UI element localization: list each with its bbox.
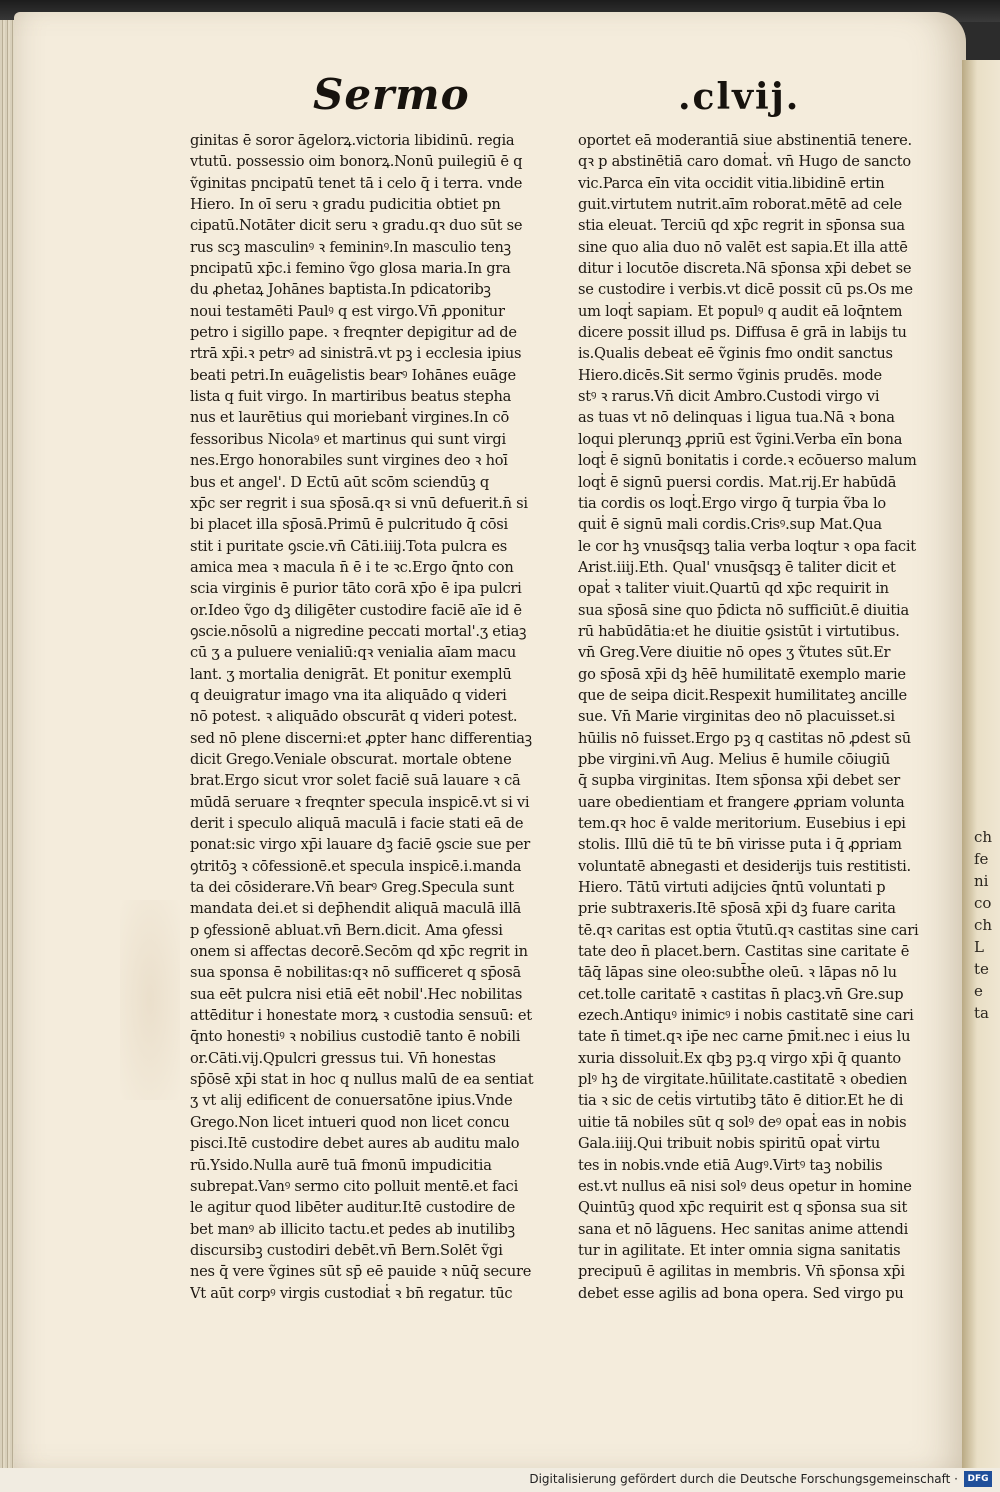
text-line: nō potest. ꝛ aliquādo obscurāt q videri potest. <box>190 708 518 726</box>
text-line: lista q fuit virgo. In martiribus beatus stepha <box>190 388 512 406</box>
text-line: tia cordis os loqṫ.Ergo virgo q̄ turpia ṽba lo <box>578 494 886 512</box>
text-line: rū.Ysido.Nulla aurē tuā fmonū impudicitia <box>190 1156 492 1174</box>
text-line: vtutū. possessio oim bonorꝝ.Nonū puilegiū ē q <box>190 153 523 171</box>
text-line: debet esse agilis ad bona opera. Sed virgo pu <box>578 1284 904 1302</box>
text-line: tia ꝛ sic de ceṫis virtutibꝫ tāto ē ditior.Et he di <box>578 1092 904 1110</box>
folio-number: .clvij. <box>678 76 801 118</box>
text-line: sue. Vn̄ Marie virginitas deo nō placuisset.si <box>578 708 895 726</box>
text-line: fessoribus Nicolaꝰ et martinus qui sunt virgi <box>190 430 506 448</box>
text-line: ꝯtritōꝫ ꝛ cōfessionē.et specula inspicē.i.manda <box>190 857 522 875</box>
text-line: le cor hꝫ vnusq̄sqꝫ talia verba loqtur ꝛ opa facit <box>578 537 916 555</box>
text-line: mūdā seruare ꝛ freqnter specula inspicē.vt si vi <box>190 793 530 811</box>
text-line: ginitas ē soror āgelorꝝ.victoria libidinū. regia <box>190 132 515 149</box>
text-line: rtrā xp̄i.ꝛ petrꝰ ad sinistrā.vt pꝫ i ecclesia ipius <box>190 345 522 363</box>
text-line: tē.qꝛ caritas est optia ṽtutū.qꝛ castitas sine cari <box>578 921 919 939</box>
text-line: cipatū.Notāter dicit seru ꝛ gradu.qꝛ duo sūt se <box>190 217 523 235</box>
text-line: se custodire i verbis.vt dicē possit cū ps.Os me <box>578 281 913 299</box>
text-line: tur in agilitate. Et inter omnia signa sanitatis <box>578 1241 901 1259</box>
text-line: attēditur i honestate morꝝ ꝛ custodia sensuū: et <box>190 1007 532 1025</box>
text-line: onem si affectas decorē.Secōm qd xp̄c regrit in <box>190 943 528 961</box>
text-line: bi placet illa sp̄osā.Primū ē pulcritudo q̄ cōsi <box>190 516 508 534</box>
text-line: mandata dei.et si dep̄hendit aliquā maculā illā <box>190 900 522 918</box>
text-line: nus et laurētius qui moriebanṫ virgines.In cō <box>190 409 509 427</box>
text-line: prie subtraxeris.Itē sp̄osā xp̄i dꝫ fuare carita <box>578 900 896 918</box>
text-line: rus scꝫ masculinꝰ ꝛ femininꝰ.In masculio tenꝫ <box>190 238 511 256</box>
text-line: nes.Ergo honorabiles sunt virgines deo ꝛ hoī <box>190 452 508 470</box>
text-line: opaṫ ꝛ taliter viuit.Quartū qd xp̄c requirit in <box>578 580 889 598</box>
text-line: vic.Parca eīn vita occidit vitia.libidinē ertin <box>578 174 885 192</box>
text-line: uare obedientiam et frangere ꝓpriam volunta <box>578 793 905 811</box>
text-line: le agitur quod libēter auditur.Itē custodire de <box>190 1199 515 1217</box>
text-line: derit i speculo aliquā maculā i facie stati eā de <box>190 815 524 832</box>
text-line: or.Cāti.vij.Qpulcri gressus tui. Vn̄ honestas <box>190 1049 496 1067</box>
text-line: oportet eā moderantiā siue abstinentiā tenere. <box>578 132 912 149</box>
text-line: bet manꝰ ab illicito tactu.et pedes ab inutilibꝫ <box>190 1220 515 1238</box>
text-line: stolis. Illū diē tū te bn̄ virisse puta i q̄ ꝓpriam <box>578 836 902 854</box>
text-line: p ꝯfessionē abluat.vn̄ Bern.dicit. Ama ꝯfessi <box>190 921 503 939</box>
text-line: Hiero. Tātū virtuti adijcies q̄ntū voluntati p <box>578 879 886 897</box>
text-line: cet.tolle caritatē ꝛ castitas n̄ placꝫ.vn̄ Gre.sup <box>578 985 904 1003</box>
text-line: sana et nō lāguens. Hec sanitas anime attendi <box>578 1220 909 1238</box>
text-column-left <box>190 130 550 1304</box>
next-page-fragment: e <box>974 982 983 1000</box>
text-line: amica mea ꝛ macula n̄ ē i te ꝛc.Ergo q̄nto con <box>190 558 514 576</box>
text-line: dicere possit illud ps. Diffusa ē grā in labijs tu <box>578 324 907 342</box>
text-column-right <box>578 130 928 1304</box>
next-page-fragment: ni <box>974 872 989 890</box>
text-line: qꝛ p abstinētiā caro domaṫ. vn̄ Hugo de sancto <box>578 153 911 171</box>
text-line: pisci.Itē custodire debet aures ab auditu malo <box>190 1135 520 1153</box>
text-line: loqṫ ē signū bonitatis i corde.ꝛ ecōuerso malum <box>578 452 917 470</box>
text-line: tate deo n̄ placet.bern. Castitas sine caritate ē <box>578 943 910 961</box>
text-line: que de seipa dicit.Respexit humilitateꝫ ancille <box>578 686 907 704</box>
text-line: Grego.Non licet intueri quod non licet concu <box>190 1113 510 1131</box>
text-line: stꝰ ꝛ rarus.Vn̄ dicit Ambro.Custodi virgo vi <box>578 388 880 406</box>
text-line: Gala.iiij.Qui tribuit nobis spiritū opaṫ virtu <box>578 1135 880 1153</box>
next-page-sliver <box>962 60 1000 1468</box>
text-line: precipuū ē agilitas in membris. Vn̄ sp̄onsa xp̄i <box>578 1263 905 1281</box>
text-line: xp̄c ser regrit i sua sp̄osā.qꝛ si vnū defuerit.n̄ si <box>190 494 528 512</box>
text-line: ditur i locutōe discreta.Nā sp̄onsa xp̄i debet se <box>578 260 912 278</box>
text-line: tāq̄ lāpas sine oleo:subt̄he oleū. ꝛ lāpas nō lu <box>578 964 897 982</box>
text-line: sua sp̄osā sine quo p̄dicta nō sufficiūt.ē diuitia <box>578 601 909 619</box>
text-line: sua sponsa ē nobilitas:qꝛ nō sufficeret q sp̄osā <box>190 964 521 982</box>
text-line: lant. ʒ mortalia denigrāt. Et ponitur exemplū <box>190 665 512 683</box>
text-line: sine quo alia duo nō valēt est sapia.Et illa attē <box>578 238 908 256</box>
dfg-logo-icon: DFG <box>964 1471 992 1487</box>
next-page-fragment: ch <box>974 916 993 934</box>
next-page-fragment: ch <box>974 828 993 846</box>
text-line: scia virginis ē purior tāto corā xp̄o ē ipa pulcri <box>190 580 522 598</box>
text-line: guit.virtutem nutrit.aīm roborat.mētē ad cele <box>578 196 902 214</box>
text-line: Hiero.dicēs.Sit sermo ṽginis prudēs. mode <box>578 366 882 384</box>
text-line: dicit Grego.Veniale obscurat. mortale obtene <box>190 750 512 768</box>
text-line: Arist.iiij.Eth. Qual' vnusq̄sqꝫ ē taliter dicit et <box>578 558 896 576</box>
text-line: ꝯscie.nōsolū a nigredine peccati mortal'.ʒ etiaꝫ <box>190 622 527 640</box>
text-line: vn̄ Greg.Vere diuitie nō opes ʒ ṽtutes sūt.Er <box>578 644 891 662</box>
text-line: plꝰ hꝫ de virgitate.hūilitate.castitatē ꝛ obedien <box>578 1071 908 1089</box>
next-page-fragment: L <box>974 938 984 956</box>
text-line: stia eleuat. Terciū qd xp̄c regrit in sp̄onsa sua <box>578 217 905 235</box>
next-page-fragment: ta <box>974 1004 989 1022</box>
text-line: sed nō plene discerni:et ꝓpter hanc differentiaꝫ <box>190 729 532 747</box>
next-page-fragment: fe <box>974 850 989 868</box>
text-line: ta dei cōsiderare.Vn̄ bearꝰ Greg.Specula sunt <box>190 879 514 897</box>
text-line: as tuas vt nō delinquas i ligua tua.Nā ꝛ bona <box>578 409 895 427</box>
text-line: hūilis nō fuisset.Ergo pꝫ q castitas nō ꝓdest sū <box>578 729 911 747</box>
text-line: quiṫ ē signū mali cordis.Crisꝰ.sup Mat.Qua <box>578 516 882 534</box>
text-line: q̄ supba virginitas. Item sp̄onsa xp̄i debet ser <box>578 772 900 790</box>
text-line: q deuigratur imago vna ita aliquādo q videri <box>190 686 507 704</box>
text-line: xuria dissoluiṫ.Ex qbꝫ pꝫ.q virgo xp̄i q̄ quanto <box>578 1049 901 1067</box>
text-line: q̄nto honestiꝰ ꝛ nobilius custodiē tanto ē nobili <box>190 1028 521 1046</box>
text-line: petro i sigillo pape. ꝛ freqnter depigitur ad de <box>190 324 517 342</box>
text-line: uitie tā nobiles sūt q solꝰ deꝰ opaṫ eas in nobis <box>578 1113 907 1131</box>
text-line: loqui plerunqꝫ ꝓpriū est ṽgini.Verba eīn bona <box>578 430 903 448</box>
text-line: ṽginitas pncipatū tenet tā i celo q̄ i terra. vnde <box>190 174 523 192</box>
text-line: ponat:sic virgo xp̄i lauare dꝫ faciē ꝯscie sue per <box>190 836 530 854</box>
text-line: noui testamēti Paulꝰ q est virgo.Vn̄ ꝓponitur <box>190 302 505 320</box>
text-line: pncipatū xp̄c.i femino ṽgo glosa maria.In gra <box>190 260 511 278</box>
text-line: brat.Ergo sicut vror solet faciē suā lauare ꝛ cā <box>190 772 521 790</box>
text-line: cū ʒ a puluere venialiū:qꝛ venialia aīam macu <box>190 644 517 662</box>
text-line: tem.qꝛ hoc ē valde meritorium. Eusebius i epi <box>578 815 906 832</box>
next-page-fragment: co <box>974 894 992 912</box>
text-line: subrepat.Vanꝰ sermo cito polluit mentē.et faci <box>190 1177 519 1195</box>
text-line: bus et angel'. D Ectū aūt scōm sciendūꝫ q <box>190 473 489 491</box>
text-line: tes in nobis.vnde etiā Augꝰ.Virtꝰ taꝫ nobilis <box>578 1156 883 1174</box>
text-line: nes q̄ vere ṽgines sūt sp̄ eē pauide ꝛ nūq̄ secure <box>190 1263 532 1281</box>
text-line: est.vt nullus eā nisi solꝰ deus opetur in homine <box>578 1177 912 1195</box>
text-line: sua eēt pulcra nisi etiā eēt nobil'.Hec nobilitas <box>190 985 523 1003</box>
text-line: loqṫ ē signū puersi cordis. Mat.rij.Er habūdā <box>578 473 897 491</box>
text-line: or.Ideo ṽgo dꝫ diligēter custodire faciē aīe id ē <box>190 601 522 619</box>
text-line: ezech.Antiquꝰ inimicꝰ i nobis castitatē sine cari <box>578 1007 914 1025</box>
running-title: Sermo <box>313 70 470 119</box>
text-line: go sp̄osā xp̄i dꝫ hēē humilitatē exemplo marie <box>578 665 906 683</box>
text-line: Vt aūt corpꝰ virgis custodiaṫ ꝛ bn̄ regatur. tūc <box>190 1284 513 1302</box>
funding-credit: Digitalisierung gefördert durch die Deutsche Forschungsgemeinschaft · <box>529 1472 958 1486</box>
text-line: tate n̄ timet.qꝛ ip̄e nec carne p̄miṫ.nec i eius lu <box>578 1028 911 1046</box>
text-line: sp̄ōsē xp̄i stat in hoc q nullus malū de ea sentiat <box>190 1071 534 1089</box>
footer-bar <box>0 1468 1000 1492</box>
text-line: du ꝓhetaꝝ Johānes baptista.In pdicatoribꝫ <box>190 281 491 299</box>
text-line: pbe virgini.vn̄ Aug. Melius ē humile cōiugiū <box>578 750 891 768</box>
text-line: is.Qualis debeat eē ṽginis fmo ondit sanctus <box>578 345 893 363</box>
text-line: Hiero. In oī seru ꝛ gradu pudicitia obtiet pn <box>190 196 501 214</box>
text-line: beati petri.In euāgelistis bearꝰ Iohānes euāge <box>190 366 516 384</box>
text-line: rū habūdātia:et he diuitie ꝯsistūt i virtutibus. <box>578 622 900 640</box>
text-line: discursibꝫ custodiri debēt.vn̄ Bern.Solēt ṽgi <box>190 1241 503 1259</box>
paper-stain <box>120 900 180 1100</box>
text-line: stit i puritate ꝯscie.vn̄ Cāti.iiij.Tota pulcra es <box>190 537 507 555</box>
next-page-fragment: te <box>974 960 989 978</box>
text-line: ʒ vt alij edificent de conuersatōne ipius.Vnde <box>190 1092 513 1110</box>
text-line: um loqṫ sapiam. Et populꝰ q audit eā loq̄ntem <box>578 302 903 320</box>
text-line: voluntatē abnegasti et desiderijs tuis restitisti. <box>578 857 911 875</box>
text-line: Quintūꝫ quod xp̄c requirit est q sp̄onsa sua sit <box>578 1199 908 1217</box>
